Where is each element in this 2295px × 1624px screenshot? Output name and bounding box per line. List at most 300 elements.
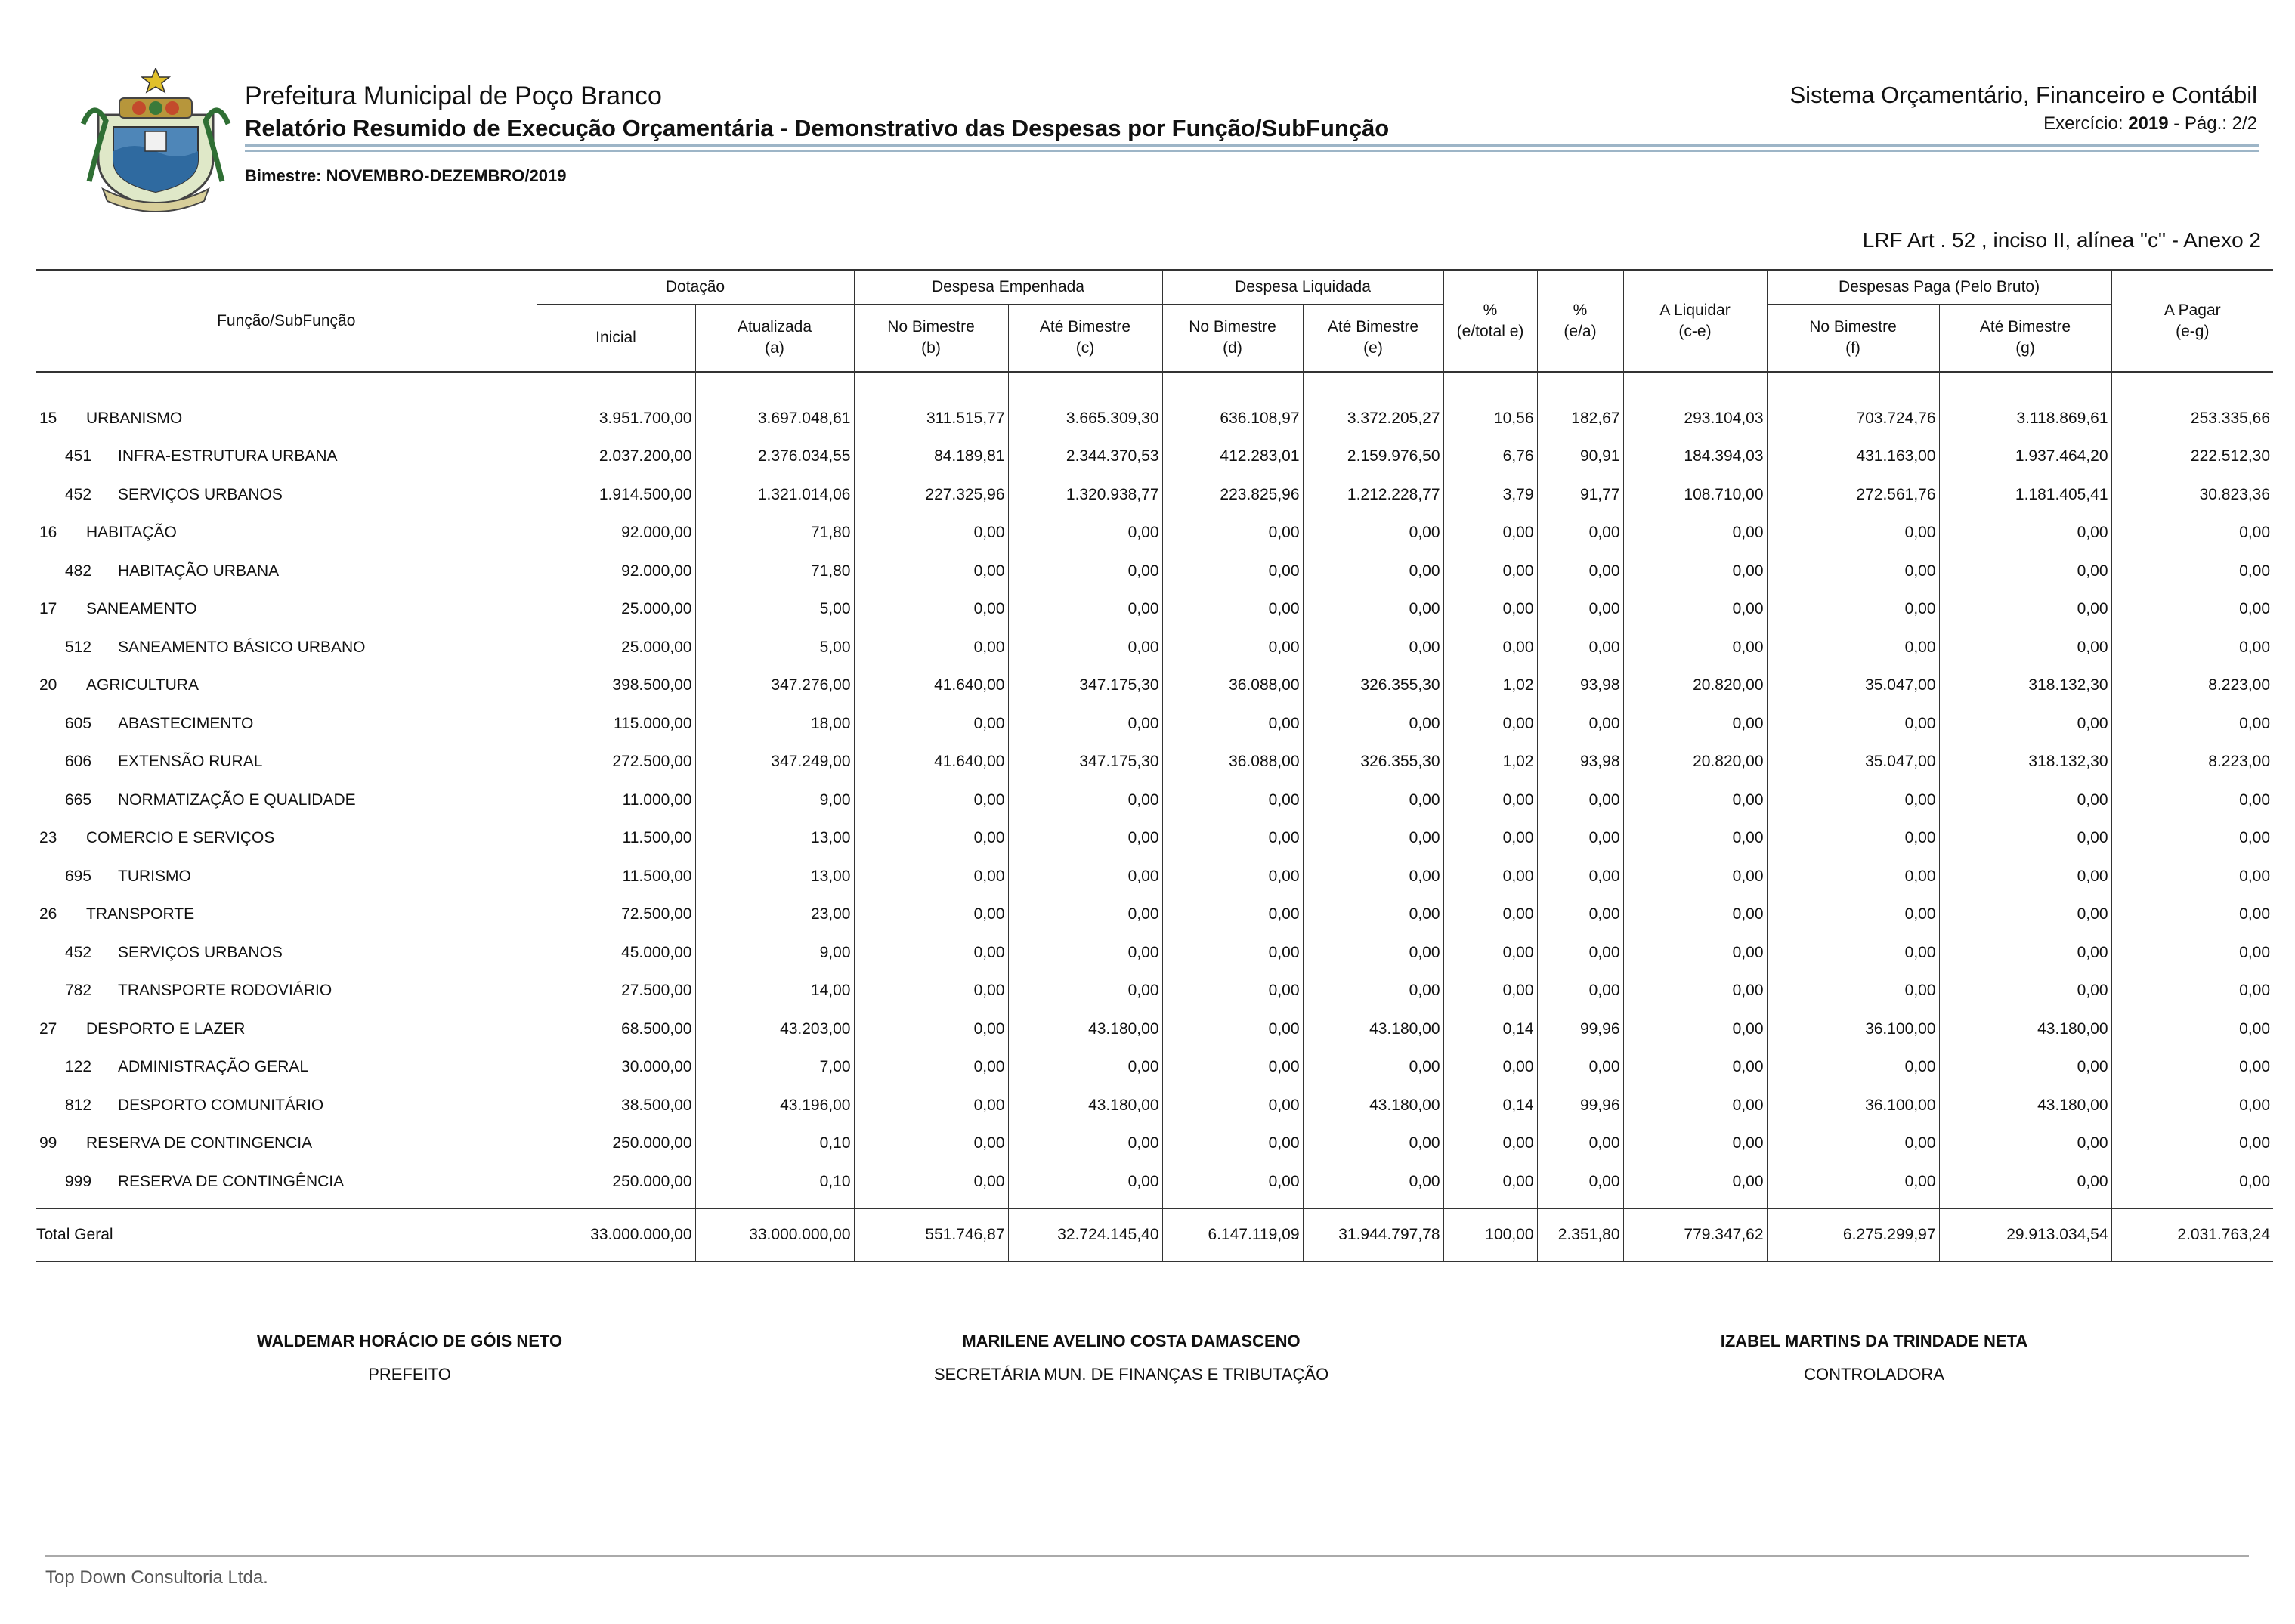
expenses-table	[36, 269, 2273, 1262]
table-cell: 0,00	[1303, 962, 1443, 1001]
table-cell: 0,00	[1162, 923, 1303, 962]
total-cell: 100,00	[1443, 1208, 1537, 1261]
table-cell: 36.100,00	[1767, 1000, 1939, 1038]
row-label	[36, 809, 537, 848]
table-cell: 0,00	[1303, 504, 1443, 543]
table-cell: 0,00	[1939, 886, 2111, 924]
row-code: 512	[65, 638, 92, 656]
table-cell: 43.180,00	[1939, 1000, 2111, 1038]
table-cell: 91,77	[1537, 466, 1623, 504]
table-cell: 0,00	[1008, 886, 1162, 924]
header-rule	[245, 144, 2259, 147]
table-cell: 0,00	[1443, 886, 1537, 924]
header-pag-ate-bimestre: Até Bimestre (g)	[1939, 305, 2111, 373]
table-cell: 0,00	[1623, 962, 1767, 1001]
table-cell: 0,00	[1623, 809, 1767, 848]
table-cell: 0,00	[1939, 962, 2111, 1001]
table-cell: 0,00	[1623, 1000, 1767, 1038]
table-cell: 36.100,00	[1767, 1076, 1939, 1115]
row-name: HABITAÇÃO	[86, 524, 177, 541]
table-cell: 0,00	[1623, 694, 1767, 733]
total-cell: 551.746,87	[854, 1208, 1008, 1261]
spacer-row	[36, 1191, 2273, 1208]
table-cell: 92.000,00	[537, 504, 695, 543]
spacer-cell	[695, 372, 854, 389]
table-cell: 0,00	[1162, 1076, 1303, 1115]
table-cell: 0,00	[854, 1115, 1008, 1153]
table-cell: 30.823,36	[2111, 466, 2273, 504]
header-dotacao: Dotação	[537, 270, 854, 305]
table-cell: 23,00	[695, 886, 854, 924]
table-row	[36, 542, 2273, 580]
table-cell: 27.500,00	[537, 962, 695, 1001]
table-cell: 43.180,00	[1008, 1000, 1162, 1038]
table-cell: 45.000,00	[537, 923, 695, 962]
table-cell: 0,00	[1443, 1152, 1537, 1191]
table-cell: 293.104,03	[1623, 389, 1767, 428]
exercicio-label: Exercício:	[2043, 113, 2123, 134]
table-cell: 0,00	[1537, 694, 1623, 733]
table-row	[36, 580, 2273, 619]
table-cell: 0,00	[1008, 580, 1162, 619]
table-cell: 0,00	[1939, 1152, 2111, 1191]
table-cell: 0,00	[1767, 542, 1939, 580]
table-cell: 253.335,66	[2111, 389, 2273, 428]
table-cell: 636.108,97	[1162, 389, 1303, 428]
table-row	[36, 923, 2273, 962]
table-cell: 0,00	[1537, 580, 1623, 619]
table-cell: 3,79	[1443, 466, 1537, 504]
table-cell: 8.223,00	[2111, 657, 2273, 695]
table-cell: 11.500,00	[537, 847, 695, 886]
table-cell: 0,00	[2111, 771, 2273, 809]
table-cell: 0,00	[1939, 694, 2111, 733]
row-name: ABASTECIMENTO	[118, 714, 254, 732]
table-cell: 35.047,00	[1767, 733, 1939, 772]
header-paga: Despesas Paga (Pelo Bruto)	[1767, 270, 2111, 305]
row-code: 452	[65, 943, 92, 961]
table-cell: 0,00	[1537, 1038, 1623, 1077]
row-name: COMERCIO E SERVIÇOS	[86, 829, 275, 846]
table-cell: 431.163,00	[1767, 428, 1939, 466]
table-cell: 0,00	[1537, 771, 1623, 809]
table-cell: 43.180,00	[1303, 1076, 1443, 1115]
row-code: 27	[39, 1019, 57, 1038]
row-code: 15	[39, 409, 57, 427]
table-cell: 0,00	[1767, 886, 1939, 924]
spacer-cell	[537, 372, 695, 389]
table-cell: 0,00	[1303, 847, 1443, 886]
row-label	[36, 923, 537, 962]
table-cell: 0,00	[2111, 886, 2273, 924]
table-cell: 0,00	[1303, 580, 1443, 619]
table-cell: 0,00	[1767, 1152, 1939, 1191]
table-cell: 347.175,30	[1008, 657, 1162, 695]
row-name: NORMATIZAÇÃO E QUALIDADE	[118, 790, 356, 809]
spacer-cell	[36, 372, 537, 389]
table-cell: 0,00	[1303, 1038, 1443, 1077]
row-code: 999	[65, 1172, 92, 1190]
spacer-cell	[2111, 372, 2273, 389]
table-cell: 35.047,00	[1767, 657, 1939, 695]
spacer-cell	[1303, 372, 1443, 389]
table-cell: 0,00	[1767, 809, 1939, 848]
table-cell: 0,00	[1939, 809, 2111, 848]
table-cell: 38.500,00	[537, 1076, 695, 1115]
table-cell: 1,02	[1443, 657, 1537, 695]
table-cell: 0,00	[1008, 1115, 1162, 1153]
table-cell: 412.283,01	[1162, 428, 1303, 466]
header-emp-no-bimestre: No Bimestre (b)	[854, 305, 1008, 373]
table-cell: 3.951.700,00	[537, 389, 695, 428]
table-cell: 18,00	[695, 694, 854, 733]
table-cell: 0,00	[1443, 809, 1537, 848]
table-cell: 92.000,00	[537, 542, 695, 580]
row-code: 665	[65, 790, 92, 809]
table-cell: 13,00	[695, 809, 854, 848]
table-cell: 43.180,00	[1008, 1076, 1162, 1115]
exercicio-info	[2043, 113, 2257, 135]
row-label	[36, 542, 537, 580]
row-name: TRANSPORTE RODOVIÁRIO	[118, 982, 332, 999]
table-cell: 0,00	[1767, 923, 1939, 962]
total-cell: 6.275.299,97	[1767, 1208, 1939, 1261]
spacer-cell	[537, 1191, 695, 1208]
table-cell: 0,00	[1008, 962, 1162, 1001]
table-cell: 20.820,00	[1623, 733, 1767, 772]
table-cell: 0,00	[1537, 962, 1623, 1001]
table-cell: 11.500,00	[537, 809, 695, 848]
municipal-coat-of-arms-icon	[76, 68, 236, 212]
table-cell: 0,00	[1537, 542, 1623, 580]
table-cell: 0,00	[854, 886, 1008, 924]
exercicio-value: 2019	[2128, 113, 2169, 134]
table-cell: 0,00	[1939, 771, 2111, 809]
table-cell: 0,00	[2111, 694, 2273, 733]
table-cell: 25.000,00	[537, 580, 695, 619]
table-cell: 3.697.048,61	[695, 389, 854, 428]
table-cell: 0,00	[1443, 542, 1537, 580]
table-cell: 0,00	[854, 504, 1008, 543]
table-cell: 0,00	[2111, 1038, 2273, 1077]
table-cell: 0,00	[1162, 809, 1303, 848]
table-cell: 0,00	[1008, 504, 1162, 543]
row-label	[36, 657, 537, 695]
spacer-cell	[1537, 372, 1623, 389]
lrf-reference: LRF Art . 52 , inciso II, alínea "c" - Anexo 2	[1862, 228, 2261, 252]
table-cell: 0,00	[854, 962, 1008, 1001]
table-cell: 93,98	[1537, 657, 1623, 695]
table-cell: 0,00	[2111, 962, 2273, 1001]
table-cell: 0,00	[1443, 504, 1537, 543]
header-liquidada: Despesa Liquidada	[1162, 270, 1443, 305]
row-name: AGRICULTURA	[86, 676, 199, 694]
table-cell: 7,00	[695, 1038, 854, 1077]
spacer-cell	[1767, 1191, 1939, 1208]
row-code: 452	[65, 485, 92, 503]
row-name: SANEAMENTO	[86, 600, 197, 617]
table-row	[36, 1152, 2273, 1191]
table-row	[36, 771, 2273, 809]
table-cell: 0,00	[1303, 923, 1443, 962]
table-cell: 93,98	[1537, 733, 1623, 772]
header-a-liquidar: A Liquidar (c-e)	[1623, 270, 1767, 372]
table-cell: 0,00	[1537, 1115, 1623, 1153]
table-cell: 0,00	[854, 809, 1008, 848]
table-cell: 1.914.500,00	[537, 466, 695, 504]
table-cell: 0,00	[2111, 542, 2273, 580]
table-cell: 0,00	[1623, 1115, 1767, 1153]
table-cell: 0,00	[1537, 923, 1623, 962]
table-cell: 318.132,30	[1939, 733, 2111, 772]
row-name: DESPORTO COMUNITÁRIO	[118, 1096, 324, 1114]
table-cell: 0,00	[1008, 1038, 1162, 1077]
row-code: 23	[39, 829, 57, 846]
table-cell: 99,96	[1537, 1000, 1623, 1038]
table-cell: 68.500,00	[537, 1000, 695, 1038]
table-cell: 36.088,00	[1162, 733, 1303, 772]
row-code: 26	[39, 905, 57, 923]
table-cell: 0,00	[1008, 809, 1162, 848]
table-cell: 0,00	[1767, 1038, 1939, 1077]
table-cell: 3.665.309,30	[1008, 389, 1162, 428]
row-name: SERVIÇOS URBANOS	[118, 943, 283, 961]
header-rule-thin	[245, 150, 2259, 152]
table-cell: 0,00	[1162, 504, 1303, 543]
table-cell: 0,00	[1443, 618, 1537, 657]
table-cell: 0,00	[1443, 847, 1537, 886]
header-atualizada: Atualizada (a)	[695, 305, 854, 373]
table-cell: 108.710,00	[1623, 466, 1767, 504]
header-funcao: Função/SubFunção	[36, 270, 537, 372]
table-cell: 0,00	[1939, 618, 2111, 657]
signature-role: CONTROLADORA	[1804, 1365, 1944, 1384]
table-cell: 0,00	[854, 1152, 1008, 1191]
table-cell: 0,00	[1303, 618, 1443, 657]
spacer-cell	[695, 1191, 854, 1208]
table-cell: 398.500,00	[537, 657, 695, 695]
signature-secretaria	[791, 1332, 1471, 1384]
table-cell: 0,00	[1162, 694, 1303, 733]
table-cell: 0,00	[1537, 809, 1623, 848]
table-cell: 0,00	[1008, 923, 1162, 962]
table-cell: 0,00	[1008, 542, 1162, 580]
table-cell: 347.276,00	[695, 657, 854, 695]
row-code: 451	[65, 447, 92, 465]
row-name: URBANISMO	[86, 409, 183, 427]
table-cell: 0,00	[1537, 847, 1623, 886]
table-cell: 0,00	[1008, 618, 1162, 657]
table-row	[36, 428, 2273, 466]
table-row	[36, 1000, 2273, 1038]
table-row	[36, 389, 2273, 428]
table-cell: 9,00	[695, 923, 854, 962]
table-cell: 0,00	[1537, 1152, 1623, 1191]
table-cell: 0,00	[1623, 504, 1767, 543]
table-cell: 326.355,30	[1303, 657, 1443, 695]
table-cell: 13,00	[695, 847, 854, 886]
row-name: ADMINISTRAÇÃO GERAL	[118, 1058, 309, 1075]
table-cell: 6,76	[1443, 428, 1537, 466]
table-row	[36, 847, 2273, 886]
row-label	[36, 1000, 537, 1038]
spacer-cell	[1303, 1191, 1443, 1208]
spacer-cell	[1537, 1191, 1623, 1208]
table-cell: 0,00	[854, 1000, 1008, 1038]
table-cell: 5,00	[695, 618, 854, 657]
table-cell: 1.212.228,77	[1303, 466, 1443, 504]
table-row	[36, 886, 2273, 924]
table-cell: 90,91	[1537, 428, 1623, 466]
table-cell: 0,00	[1623, 771, 1767, 809]
spacer-cell	[1443, 372, 1537, 389]
table-cell: 0,00	[1767, 618, 1939, 657]
table-cell: 0,00	[1162, 1000, 1303, 1038]
row-code: 606	[65, 753, 92, 770]
row-code: 16	[39, 524, 57, 541]
table-cell: 703.724,76	[1767, 389, 1939, 428]
table-cell: 0,00	[1623, 886, 1767, 924]
table-cell: 0,00	[1162, 847, 1303, 886]
table-cell: 0,00	[1623, 847, 1767, 886]
row-name: SERVIÇOS URBANOS	[118, 485, 283, 503]
table-cell: 41.640,00	[854, 733, 1008, 772]
table-cell: 0,00	[1767, 962, 1939, 1001]
spacer-cell	[1162, 1191, 1303, 1208]
table-cell: 223.825,96	[1162, 466, 1303, 504]
table-cell: 272.500,00	[537, 733, 695, 772]
table-cell: 0,00	[1162, 886, 1303, 924]
table-row	[36, 733, 2273, 772]
table-body	[36, 372, 2273, 1208]
bimestre-label: Bimestre: NOVEMBRO-DEZEMBRO/2019	[245, 166, 567, 185]
table-cell: 0,00	[1303, 886, 1443, 924]
table-cell: 43.196,00	[695, 1076, 854, 1115]
row-label	[36, 962, 537, 1001]
row-label	[36, 504, 537, 543]
header-inicial: Inicial	[537, 305, 695, 373]
header-pct-total: % (e/total e)	[1443, 270, 1537, 372]
table-cell: 0,00	[1443, 1115, 1537, 1153]
table-cell: 99,96	[1537, 1076, 1623, 1115]
row-name: RESERVA DE CONTINGENCIA	[86, 1134, 313, 1152]
row-label	[36, 389, 537, 428]
table-cell: 2.344.370,53	[1008, 428, 1162, 466]
table-cell: 72.500,00	[537, 886, 695, 924]
table-cell: 0,00	[1767, 847, 1939, 886]
table-cell: 0,00	[1443, 1038, 1537, 1077]
table-cell: 0,00	[854, 580, 1008, 619]
row-name: SANEAMENTO BÁSICO URBANO	[118, 638, 366, 656]
table-cell: 0,00	[1537, 504, 1623, 543]
spacer-cell	[1939, 372, 2111, 389]
table-cell: 0,00	[1939, 504, 2111, 543]
table-cell: 1,02	[1443, 733, 1537, 772]
row-code: 482	[65, 561, 92, 580]
table-cell: 0,00	[1537, 618, 1623, 657]
table-cell: 0,00	[1162, 580, 1303, 619]
table-cell: 0,00	[854, 618, 1008, 657]
table-cell: 115.000,00	[537, 694, 695, 733]
table-cell: 0,00	[2111, 1000, 2273, 1038]
table-cell: 0,00	[854, 1076, 1008, 1115]
table-cell: 2.037.200,00	[537, 428, 695, 466]
table-cell: 0,10	[695, 1152, 854, 1191]
table-cell: 41.640,00	[854, 657, 1008, 695]
table-cell: 8.223,00	[2111, 733, 2273, 772]
table-cell: 0,00	[854, 771, 1008, 809]
row-label	[36, 1038, 537, 1077]
total-cell: 33.000.000,00	[537, 1208, 695, 1261]
total-cell: 2.351,80	[1537, 1208, 1623, 1261]
header-liq-no-bimestre: No Bimestre (d)	[1162, 305, 1303, 373]
table-cell: 71,80	[695, 542, 854, 580]
table-cell: 0,00	[1162, 618, 1303, 657]
row-code: 99	[39, 1134, 57, 1152]
row-name: EXTENSÃO RURAL	[118, 753, 263, 770]
table-cell: 326.355,30	[1303, 733, 1443, 772]
table-cell: 0,00	[2111, 809, 2273, 848]
table-cell: 3.118.869,61	[1939, 389, 2111, 428]
table-cell: 1.320.938,77	[1008, 466, 1162, 504]
table-row	[36, 618, 2273, 657]
table-cell: 0,00	[1939, 923, 2111, 962]
footer-rule	[45, 1555, 2249, 1557]
table-cell: 0,00	[854, 847, 1008, 886]
table-cell: 1.181.405,41	[1939, 466, 2111, 504]
table-cell: 272.561,76	[1767, 466, 1939, 504]
table-cell: 0,10	[695, 1115, 854, 1153]
table-cell: 0,00	[2111, 1152, 2273, 1191]
table-row	[36, 962, 2273, 1001]
table-cell: 71,80	[695, 504, 854, 543]
spacer-cell	[854, 372, 1008, 389]
row-label	[36, 771, 537, 809]
header-emp-ate-bimestre: Até Bimestre (c)	[1008, 305, 1162, 373]
table-cell: 0,00	[1303, 809, 1443, 848]
table-cell: 0,00	[1162, 1152, 1303, 1191]
total-cell: 2.031.763,24	[2111, 1208, 2273, 1261]
table-row	[36, 694, 2273, 733]
spacer-cell	[1939, 1191, 2111, 1208]
row-name: DESPORTO E LAZER	[86, 1019, 246, 1038]
spacer-cell	[854, 1191, 1008, 1208]
table-cell: 0,00	[1303, 694, 1443, 733]
signature-name: MARILENE AVELINO COSTA DAMASCENO	[962, 1332, 1301, 1350]
total-cell: 32.724.145,40	[1008, 1208, 1162, 1261]
row-label	[36, 428, 537, 466]
table-cell: 0,00	[1008, 847, 1162, 886]
table-cell: 0,00	[1443, 771, 1537, 809]
table-cell: 0,00	[854, 1038, 1008, 1077]
table-cell: 0,00	[1008, 1152, 1162, 1191]
table-cell: 0,00	[2111, 1115, 2273, 1153]
total-cell: 779.347,62	[1623, 1208, 1767, 1261]
table-cell: 0,00	[1767, 694, 1939, 733]
table-cell: 0,00	[854, 542, 1008, 580]
table-cell: 0,00	[1623, 1038, 1767, 1077]
table-row	[36, 657, 2273, 695]
signature-prefeito	[70, 1332, 750, 1384]
table-cell: 0,14	[1443, 1000, 1537, 1038]
total-cell: 33.000.000,00	[695, 1208, 854, 1261]
table-cell: 318.132,30	[1939, 657, 2111, 695]
row-code: 695	[65, 867, 92, 885]
table-cell: 0,00	[2111, 1076, 2273, 1115]
row-name: RESERVA DE CONTINGÊNCIA	[118, 1172, 345, 1190]
table-cell: 0,00	[1008, 771, 1162, 809]
row-label	[36, 580, 537, 619]
